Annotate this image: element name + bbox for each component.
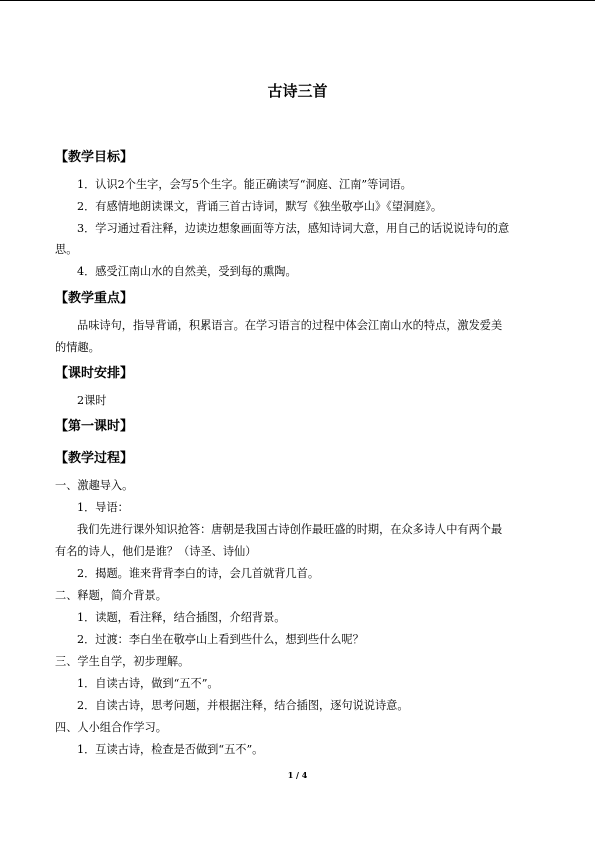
process-text-2: 有名的诗人，他们是谁？（诗圣、诗仙） (55, 545, 257, 558)
heading-teaching-goals: 【教学目标】 (55, 150, 134, 165)
heading-teaching-focus: 【教学重点】 (55, 291, 134, 306)
goal-line-2: 2．有感情地朗读课文，背诵三首古诗词，默写《独坐敬亭山》《望洞庭》。 (77, 200, 443, 213)
process-item-4-1: 1．互读古诗，检查是否做到“五不”。 (77, 743, 264, 756)
goal-line-3-cont: 思。 (55, 243, 78, 256)
process-item-2-2: 2．过渡：李白坐在敬亭山上看到些什么，想到些什么呢？ (77, 633, 364, 646)
process-section-4: 四、人小组合作学习。 (55, 721, 167, 734)
process-section-1: 一、激趣导入。 (55, 479, 134, 492)
heading-teaching-process: 【教学过程】 (55, 451, 134, 466)
process-section-3: 三、学生自学，初步理解。 (55, 655, 190, 668)
top-border-line (0, 0, 595, 1)
process-text-1: 我们先进行课外知识抢答：唐朝是我国古诗创作最旺盛的时期，在众多诗人中有两个最 (77, 523, 503, 536)
process-item-3-2: 2．自读古诗，思考问题，并根据注释，结合插图，逐句说说诗意。 (77, 699, 409, 712)
process-item-1-2: 2．揭题。谁来背背李白的诗，会几首就背几首。 (77, 567, 320, 580)
focus-line-1: 品味诗句，指导背诵，积累语言。在学习语言的过程中体会江南山水的特点，激发爱美 (77, 319, 503, 332)
goal-line-4: 4．感受江南山水的自然美，受到每的熏陶。 (77, 265, 297, 278)
document-title: 古诗三首 (267, 82, 328, 100)
goal-line-3: 3．学习通过看注释，边读边想象画面等方法，感知诗词大意，用自己的话说说诗句的意 (77, 222, 510, 235)
process-item-1-1: 1．导语： (77, 501, 129, 514)
page-number: 1 / 4 (287, 770, 308, 780)
heading-first-lesson: 【第一课时】 (55, 419, 134, 434)
goal-line-1: 1．认识2个生字，会写5个生字。能正确读写“洞庭、江南”等词语。 (77, 178, 412, 191)
focus-line-2: 的情趣。 (55, 341, 100, 354)
process-item-3-1: 1．自读古诗，做到“五不”。 (77, 677, 219, 690)
schedule-text: 2课时 (77, 394, 107, 407)
heading-schedule: 【课时安排】 (55, 366, 134, 381)
process-section-2: 二、释题，简介背景。 (55, 589, 167, 602)
process-item-2-1: 1．读题，看注释，结合插图，介绍背景。 (77, 611, 286, 624)
